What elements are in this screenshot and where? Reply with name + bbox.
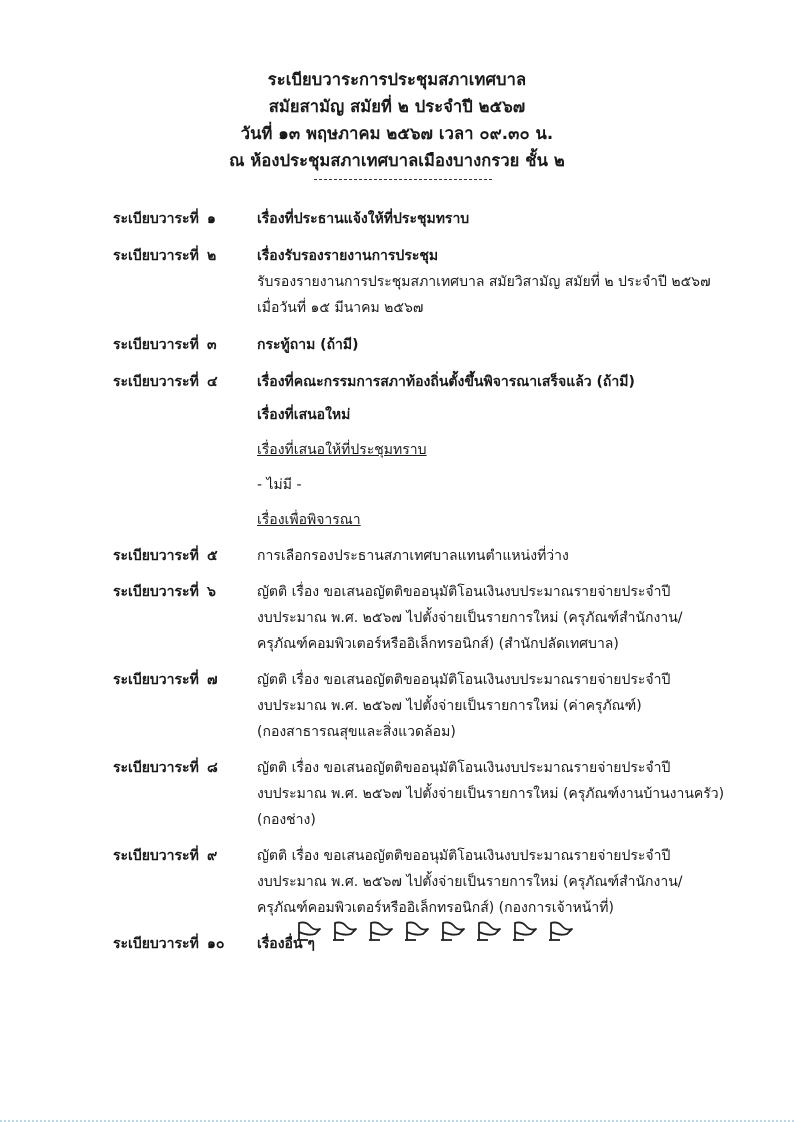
agenda-topic: ญัตติ เรื่อง ขอเสนอญัตติขออนุมัติโอนเงินงบประมาณรายจ่ายประจำปี xyxy=(257,848,671,864)
agenda-label: ระเบียบวาระที่ xyxy=(113,211,199,227)
agenda-number: ๙ xyxy=(207,848,218,864)
agenda-number: ๔ xyxy=(207,374,218,390)
agenda-topic: ญัตติ เรื่อง ขอเสนอญัตติขออนุมัติโอนเงินงบประมาณรายจ่ายประจำปี xyxy=(257,760,671,776)
flag-icon xyxy=(476,920,502,942)
agenda-topic: เรื่องที่คณะกรรมการสภาท้องถิ่นตั้งขึ้นพิจารณาเสร็จแล้ว (ถ้ามี) xyxy=(257,374,635,390)
agenda-label: ระเบียบวาระที่ xyxy=(113,760,199,776)
agenda-label: ระเบียบวาระที่ xyxy=(113,584,199,600)
agenda-label: ระเบียบวาระที่ xyxy=(113,337,199,353)
agenda-body xyxy=(257,543,733,569)
document-title: ระเบียบวาระการประชุมสภาเทศบาล xyxy=(267,70,527,89)
agenda-body xyxy=(257,206,733,232)
agenda-detail: (กองช่าง) xyxy=(257,812,316,828)
agenda-detail: รับรองรายงานการประชุมสภาเทศบาล สมัยวิสามัญ สมัยที่ ๒ ประจำปี ๒๕๖๗ xyxy=(257,274,711,290)
agenda-detail: งบประมาณ พ.ศ. ๒๕๖๗ ไปตั้งจ่ายเป็นรายการใหม่ (ครุภัณฑ์สำนักงาน/ xyxy=(257,874,683,890)
flag-icon xyxy=(332,920,358,942)
agenda-list xyxy=(113,206,733,957)
agenda-topic: การเลือกรองประธานสภาเทศบาลแทนตำแหน่งที่ว่าง xyxy=(257,548,569,564)
agenda-label: ระเบียบวาระที่ xyxy=(113,374,199,390)
agenda-item xyxy=(113,543,733,569)
agenda-item xyxy=(113,755,733,833)
agenda-body xyxy=(257,243,733,321)
agenda-detail: ครุภัณฑ์คอมพิวเตอร์หรืออิเล็กทรอนิกส์) (สำนักปลัดเทศบาล) xyxy=(257,636,619,652)
agenda-number: ๘ xyxy=(207,760,218,776)
agenda-number: ๗ xyxy=(207,672,218,688)
agenda-item xyxy=(113,206,733,232)
flag-icon xyxy=(368,920,394,942)
agenda-item xyxy=(113,332,733,358)
flag-icon xyxy=(512,920,538,942)
agenda-body xyxy=(257,579,733,657)
agenda-item xyxy=(113,369,733,395)
new-matters-heading: เรื่องที่เสนอใหม่ xyxy=(257,407,351,423)
agenda-body xyxy=(257,667,733,745)
header-divider xyxy=(314,179,492,180)
agenda-number: ๒ xyxy=(207,248,217,264)
agenda-number: ๑๐ xyxy=(207,936,225,952)
flag-icon xyxy=(440,920,466,942)
agenda-number: ๖ xyxy=(207,584,216,600)
agenda-label: ระเบียบวาระที่ xyxy=(113,936,199,952)
agenda-number: ๕ xyxy=(207,548,218,564)
agenda-label: ระเบียบวาระที่ xyxy=(113,672,199,688)
agenda-label: ระเบียบวาระที่ xyxy=(113,548,199,564)
agenda-item xyxy=(113,667,733,745)
place-line: ณ ห้องประชุมสภาเทศบาลเมืองบางกรวย ชั้น ๒ xyxy=(229,151,565,170)
agenda-topic: ญัตติ เรื่อง ขอเสนอญัตติขออนุมัติโอนเงินงบประมาณรายจ่ายประจำปี xyxy=(257,584,671,600)
end-ornament xyxy=(296,920,574,942)
agenda-detail: (กองสาธารณสุขและสิ่งแวดล้อม) xyxy=(257,724,456,740)
flag-icon xyxy=(548,920,574,942)
agenda-label: ระเบียบวาระที่ xyxy=(113,848,199,864)
info-none-text: - ไม่มี - xyxy=(257,477,302,493)
agenda-detail: ครุภัณฑ์คอมพิวเตอร์หรืออิเล็กทรอนิกส์) (กองการเจ้าหน้าที่) xyxy=(257,900,614,916)
agenda-topic: ญัตติ เรื่อง ขอเสนอญัตติขออนุมัติโอนเงินงบประมาณรายจ่ายประจำปี xyxy=(257,672,671,688)
agenda-item xyxy=(113,243,733,321)
consider-matters-heading: เรื่องเพื่อพิจารณา xyxy=(257,512,361,528)
datetime-line: วันที่ ๑๓ พฤษภาคม ๒๕๖๗ เวลา ๐๙.๓๐ น. xyxy=(240,124,554,143)
agenda-detail: งบประมาณ พ.ศ. ๒๕๖๗ ไปตั้งจ่ายเป็นรายการใหม่ (ครุภัณฑ์งานบ้านงานครัว) xyxy=(257,786,725,802)
agenda-item xyxy=(113,843,733,921)
agenda-detail: เมื่อวันที่ ๑๕ มีนาคม ๒๕๖๗ xyxy=(257,300,424,316)
agenda-topic: กระทู้ถาม (ถ้ามี) xyxy=(257,337,359,353)
info-matters-heading: เรื่องที่เสนอให้ที่ประชุมทราบ xyxy=(257,442,427,458)
agenda-label: ระเบียบวาระที่ xyxy=(113,248,199,264)
flag-icon xyxy=(404,920,430,942)
agenda-body xyxy=(257,843,733,921)
agenda-detail: งบประมาณ พ.ศ. ๒๕๖๗ ไปตั้งจ่ายเป็นรายการใหม่ (ค่าครุภัณฑ์) xyxy=(257,698,642,714)
session-line: สมัยสามัญ สมัยที่ ๒ ประจำปี ๒๕๖๗ xyxy=(268,97,526,116)
agenda-number: ๑ xyxy=(207,211,216,227)
document-header xyxy=(0,66,794,174)
agenda-topic: เรื่องอื่น ๆ xyxy=(257,936,315,952)
agenda-body xyxy=(257,332,733,358)
scan-edge xyxy=(0,1117,794,1122)
agenda-body xyxy=(257,369,733,395)
agenda-topic: เรื่องที่ประธานแจ้งให้ที่ประชุมทราบ xyxy=(257,211,470,227)
agenda-topic: เรื่องรับรองรายงานการประชุม xyxy=(257,248,439,264)
flag-icon xyxy=(296,920,322,942)
agenda-item xyxy=(113,579,733,657)
agenda-body xyxy=(257,755,733,833)
agenda-number: ๓ xyxy=(207,337,217,353)
agenda-detail: งบประมาณ พ.ศ. ๒๕๖๗ ไปตั้งจ่ายเป็นรายการใหม่ (ครุภัณฑ์สำนักงาน/ xyxy=(257,610,683,626)
